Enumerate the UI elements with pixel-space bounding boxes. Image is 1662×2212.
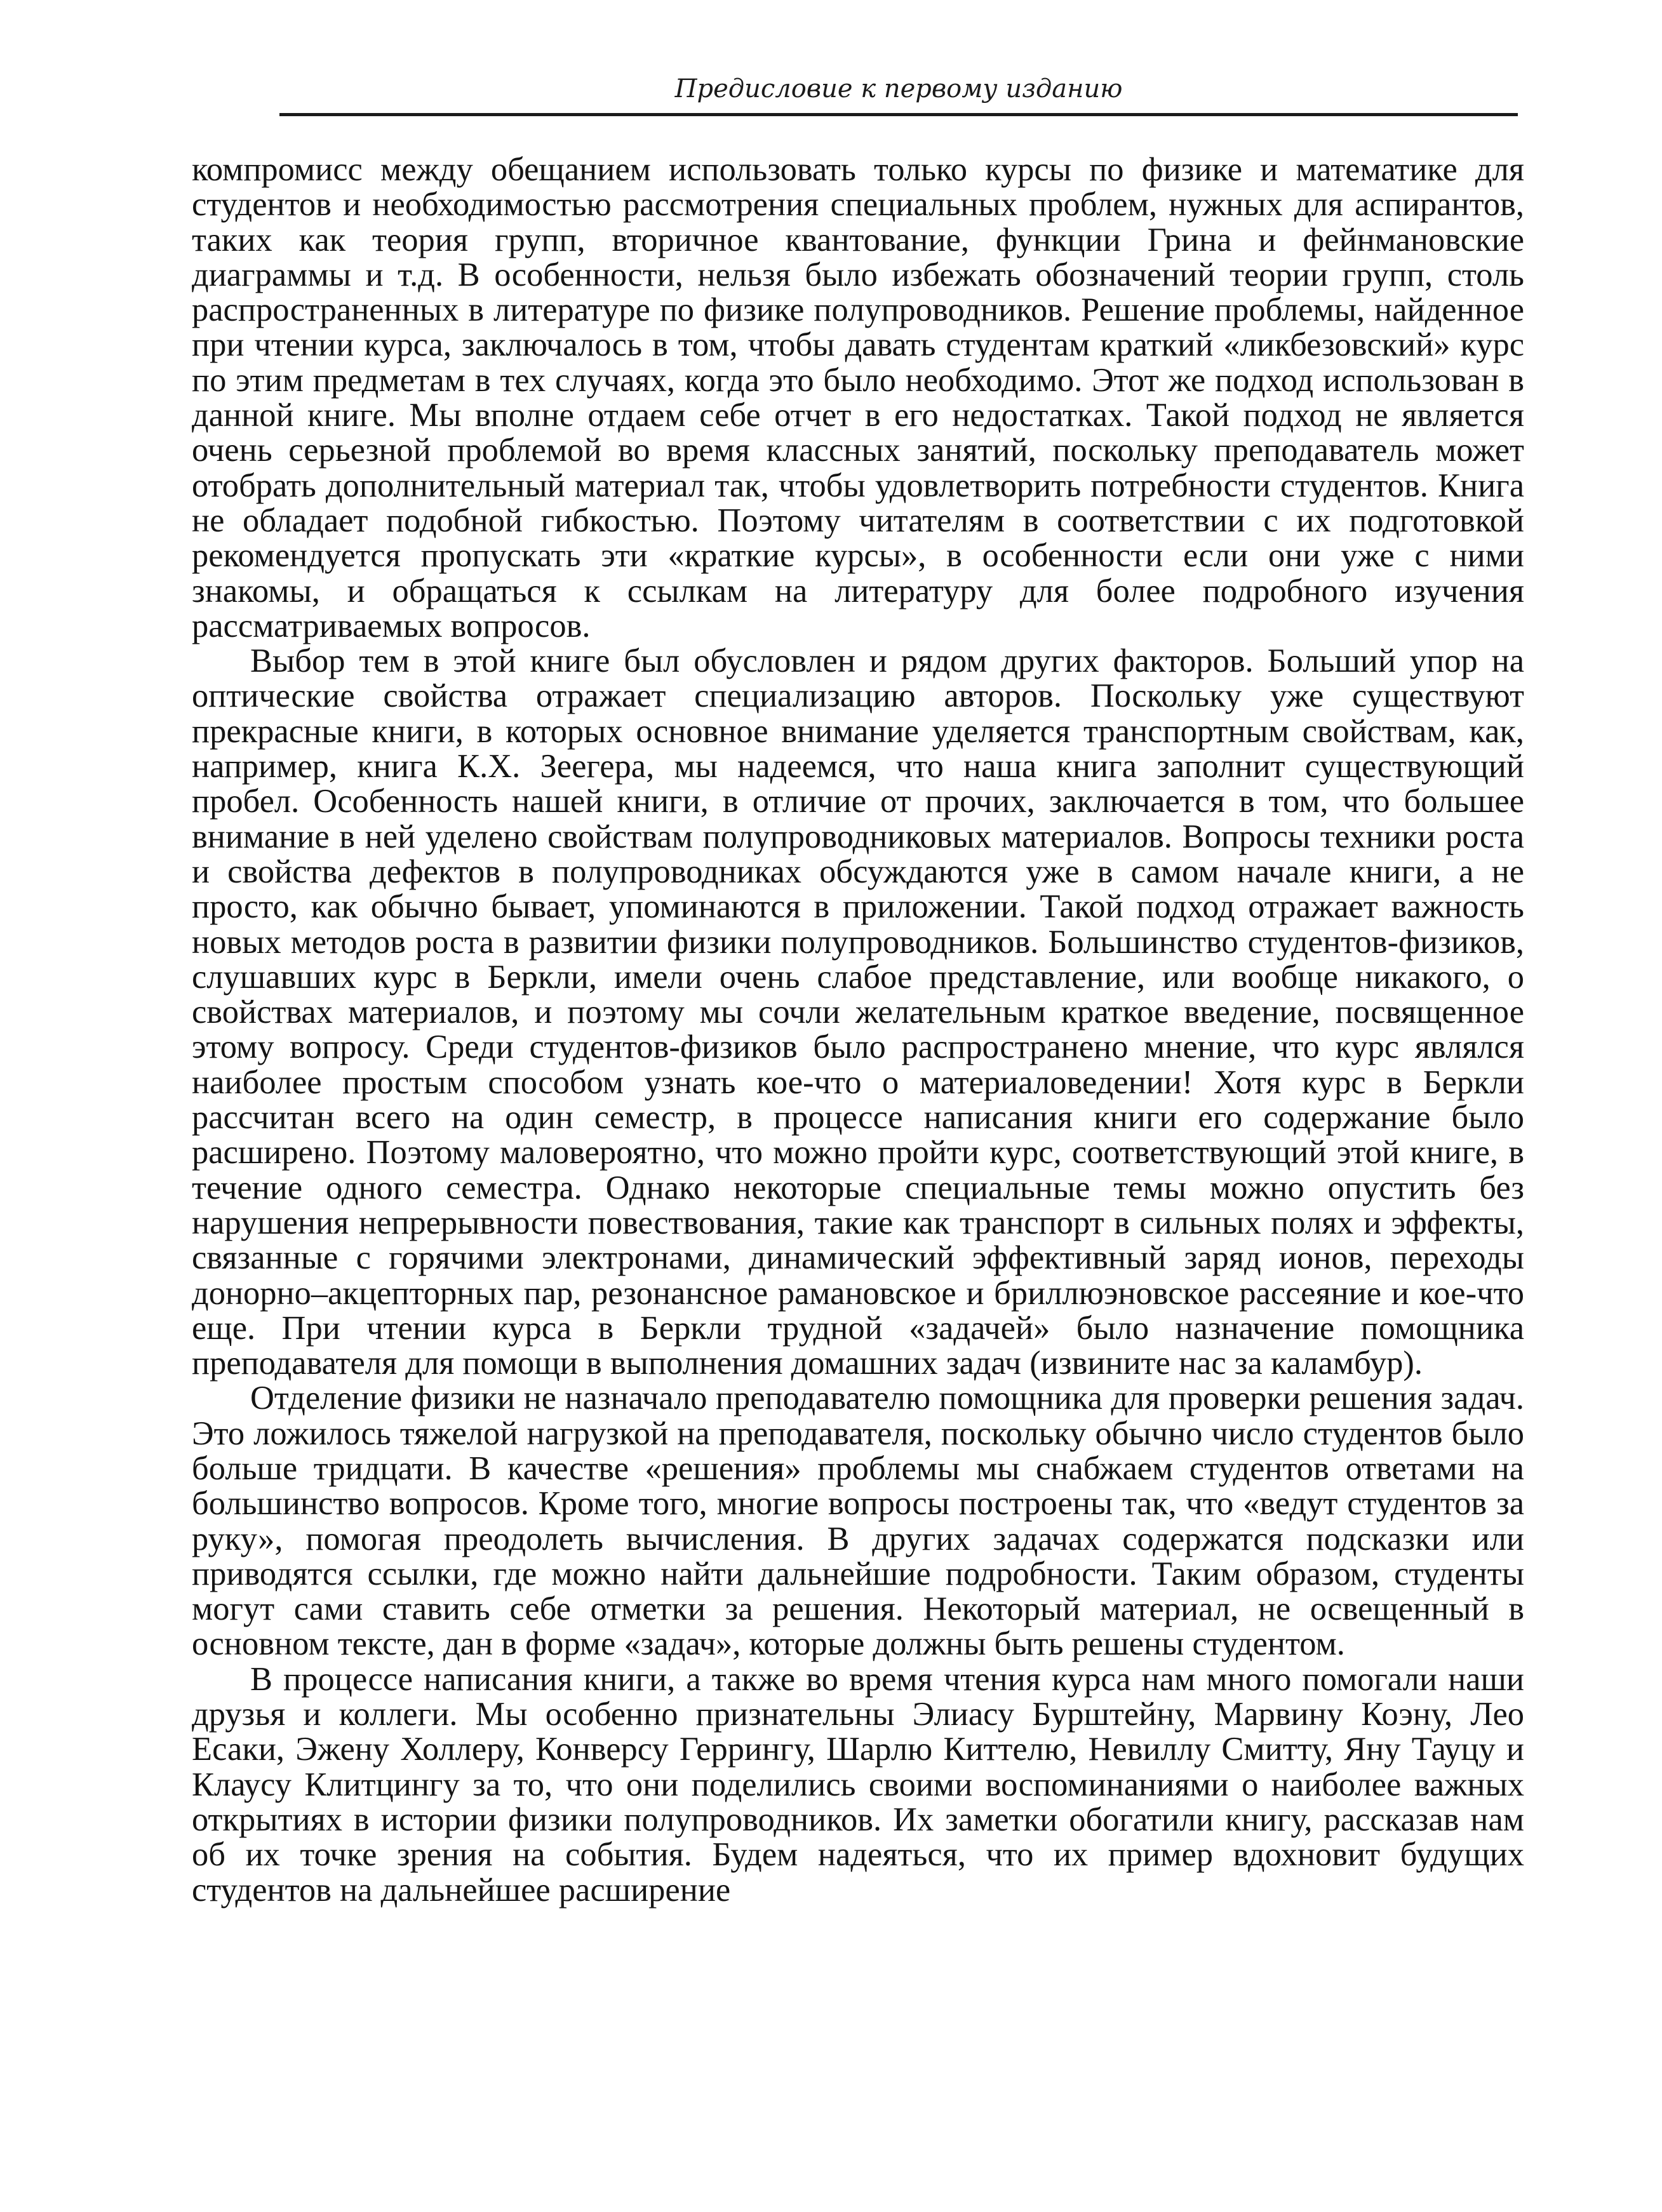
running-head — [279, 66, 1518, 116]
paragraph-continuation: компромисс между обещанием использовать только курсы по физике и математике для студентов и необходимостью рассмотрения специальных проблем, нужных для аспирантов, таких как теория групп, вторичное квантование, функции Грина и фейнмановские диаграммы и т.д. В особенности, нельзя было избежать обозначений теории групп, столь распространенных в литературе по физике полупроводников. Решение проблемы, найденное при чтении курса, заключалось в том, чтобы давать студентам краткий «ликбезовский» курс по этим предметам в тех случаях, когда это было необходимо. Этот же подход использован в данной книге. Мы вполне отдаем себе отчет в его недостатках. Такой подход не является очень серьезной проблемой во время классных занятий, поскольку преподаватель может отобрать дополнительный материал так, чтобы удовлетворить потребности студентов. Книга не обладает подобной гибкостью. Поэтому читателям в соответствии с их подготовкой рекомендуется пропускать эти «краткие курсы», в особенности если они уже с ними знакомы, и обращаться к ссылкам на литературу для более подробного изучения рассматриваемых вопросов. — [192, 151, 1524, 644]
paragraph-acknowledgements: В процессе написания книги, а также во время чтения курса нам много помогали наши друзья и коллеги. Мы особенно признательны Элиасу Бурштейну, Марвину Коэну, Лео Есаки, Эжену Холлеру, Конверсу Геррингу, Шарлю Киттелю, Невиллу Смитту, Яну Тауцу и Клаусу Клитцингу за то, что они поделились своими воспоминаниями о наиболее важных открытиях в истории физики полупроводников. Их заметки обогатили книгу, рассказав нам об их точке зрения на события. Будем надеяться, что их пример вдохновит будущих студентов на дальнейшее расширение — [192, 1660, 1524, 1909]
paragraph-problem-solutions: Отделение физики не назначало преподавателю помощника для проверки решения задач. Это ложилось тяжелой нагрузкой на преподавателя, поскольку обычно число студентов было больше тридцати. В качестве «решения» проблемы мы снабжаем студентов ответами на большинство вопросов. Кроме того, многие вопросы построены так, что «ведут студентов за руку», помогая преодолеть вычисления. В других задачах содержатся подсказки или приводятся ссылки, где можно найти дальнейшие подробности. Таким образом, студенты могут сами ставить себе отметки за решения. Некоторый материал, не освещенный в основном тексте, дан в форме «задач», которые должны быть решены студентом. — [192, 1380, 1524, 1663]
running-head-title: Предисловие к первому изданию — [674, 74, 1123, 103]
body-text — [192, 152, 1524, 1908]
paragraph-topic-selection: Выбор тем в этой книге был обусловлен и рядом других факторов. Больший упор на оптические свойства отражает специализацию авторов. Поскольку уже существуют прекрасные книги, в которых основное внимание уделяется транспортным свойствам, как, например, книга К.Х. Зеегера, мы надеемся, что наша книга заполнит существующий пробел. Особенность нашей книги, в отличие от прочих, заключается в том, что большее внимание в ней уделено свойствам полупроводниковых материалов. Вопросы техники роста и свойства дефектов в полупроводниках обсуждаются уже в самом начале книги, а не просто, как обычно бывает, упоминаются в приложении. Такой подход отражает важность новых методов роста в развитии физики полупроводников. Большинство студентов-физиков, слушавших курс в Беркли, имели очень слабое представление, или вообще никакого, о свойствах материалов, и поэтому мы сочли желательным краткое введение, посвященное этому вопросу. Среди студентов-физиков было распространено мнение, что курс являлся наиболее простым способом узнать кое-что о материаловедении! Хотя курс в Беркли рассчитан всего на один семестр, в процессе написания книги его содержание было расширено. Поэтому маловероятно, что можно пройти курс, соответствующий этой книге, в течение одного семестра. Однако некоторые специальные темы можно опустить без нарушения непрерывности повествования, такие как транспорт в сильных полях и эффекты, связанные с горячими электронами, динамический эффективный заряд ионов, переходы донорно–акцепторных пар, резонансное рамановское и бриллюэновское рассеяние и кое-что еще. При чтении курса в Беркли трудной «задачей» было назначение помощника преподавателя для помощи в выполнения домашних задач (извините нас за каламбур). — [192, 643, 1524, 1382]
